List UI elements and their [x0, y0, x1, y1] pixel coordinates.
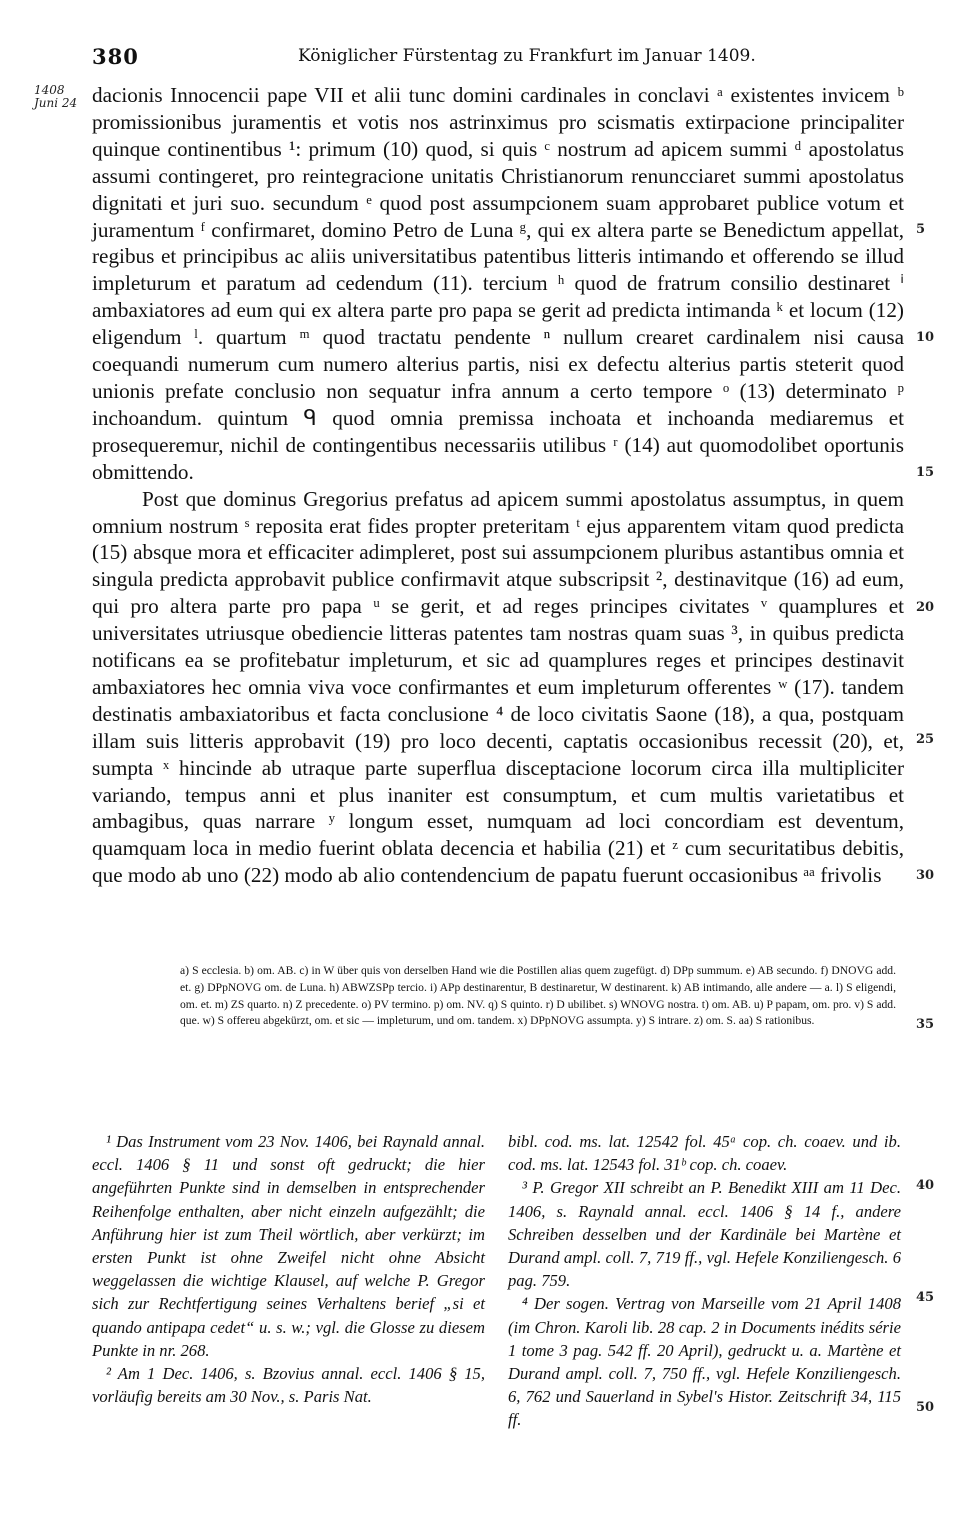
- main-text: [92, 82, 904, 889]
- footnote-2: ² Am 1 Dec. 1406, s. Bzovius annal. eccl. 1406 § 15, vorläufig bereits am 30 Nov., s. Paris Nat.: [92, 1364, 485, 1407]
- footnote-2-continued: bibl. cod. ms. lat. 12542 fol. 45ᵃ cop. ch. coaev. und ib. cod. ms. lat. 12543 fol. 31ᵇ cop. ch. coaev.: [508, 1132, 901, 1175]
- critical-apparatus: a) S ecclesia. b) om. AB. c) in W über quis von derselben Hand wie die Postillen alias quem zugefügt. d) DPp summum. e) AB secundo. f) DNOVG add. et. g) DPpNOVG om. de Luna. h) ABWZSPp tercio. i) APp destinarentur, B destinaretur, W destinarent. k) AB intimando, alle andere — a. l) S eligendi, om. et. m) ZS quarto. n) Z precedente. o) PV termino. p) om. NV. q) S quinto. r) D ubilibet. s) WNOVG nostra. t) om. AB. u) P papam, om. pro. v) S add. que. w) S offereu abgekürzt, om. et sic — impleturum, und om. tandem. x) DPpNOVG assumpta. y) S intrare. z) om. S. aa) S rationibus.: [180, 964, 896, 1028]
- footnotes-left-column: [92, 1130, 485, 1408]
- margin-date-day: Juni 24: [34, 96, 78, 110]
- running-title: Königlicher Fürstentag zu Frankfurt im Januar 1409.: [298, 46, 756, 66]
- footnote-1: ¹ Das Instrument vom 23 Nov. 1406, bei Raynald annal. eccl. 1406 § 11 und sonst oft gedruckt; die hier angeführten Punkte sind in demselben in entsprechender Reihenfolge enthalten, aber nicht einzeln aufgezählt; die Anführung hier ist zum Theil wörtlich, aber verkürzt; im ersten Punkt ist ohne Zweifel nicht ohne Absicht weggelassen die wichtige Klausel, auf welche P. Gregor sich zur Rechtfertigung seines Verhaltens berief „si et quando antipapa cedet“ u. s. w.; vgl. die Glosse zu diesem Punkte in nr. 268.: [92, 1132, 485, 1360]
- main-paragraph-2: Post que dominus Gregorius prefatus ad apicem summi apostolatus assumptus, in quem omnium nostrum ˢ reposita erat fides propter preteritam ᵗ ejus apparentem vitam quod predicta (15) absque mora et efficaciter adimpleret, post sui assumpcionem pluribus astantibus omnia et singula predicta approbavit publice confirmavit atque subscripsit ², destinavitque (16) ad eum, qui pro altera parte pro papa ᵘ se gerit, et ad reges principes civitates ᵛ quamplures et universitates utriusque obediencie litteras patentes tam nostras quam suas ³, in quibus predicta notificans ea se profitebatur impleturum, et sic ad quamplures reges et principes destinavit ambaxiatores hec omnia viva voce confirmantes et eum impleturum offerentes ʷ (17). tandem destinatis ambaxiatoribus et facta conclusione ⁴ de loco civitatis Saone (18), a qua, postquam illam suis litteris approbavit (19) pro loco decenti, captatis occasionibus recessit (20), et, sumpta ˣ hincinde ab utraque parte superflua disceptacione locorum circa illa multipliciter variando, tempus anni et plus inaniter est consumptum, et cum multis varietatibus et ambagibus, quas narrare ʸ longum esset, numquam ad loci concordiam est deventum, quamquam loca in medio fuerint oblata decencia et habilia (21) et ᶻ cum securitatibus debitis, que modo ab uno (22) modo ab alio contendencium de papatu fuerunt occasionibus ᵃᵃ frivolis: [92, 486, 904, 888]
- main-paragraph-1: dacionis Innocencii pape VII et alii tunc domini cardinales in conclavi ᵃ existentes invicem ᵇ promissionibus juramentis et votis nos astrinximus pro scismatis extirpacione principaliter quinque continentibus ¹: primum (10) quod, si quis ᶜ nostrum ad apicem summi ᵈ apostolatus assumi contingeret, pro reintegracione unitatis Christianorum renuncciaret summi apostolatus dignitati et juri suo. secundum ᵉ quod post assumpcionem suam approbaret publice votum et juramentum ᶠ confirmaret, domino Petro de Luna ᵍ, qui ex altera parte se Benedictum appellat, regibus et principibus ac aliis universitatibus patentibus litteris intimando et offerendo se illud impleturum et paratum ad cedendum (11). tercium ʰ quod de fratrum consilio destinaret ⁱ ambaxiatores ad eum qui ex altera parte pro papa se gerit ad predicta intimanda ᵏ et locum (12) eligendum ˡ. quartum ᵐ quod tractatu pendente ⁿ nullum crearet cardinalem nisi causa coequandi numerum cum numero alterius partis, nisi ex defectu alterius partis steterit quod unionis prefate conclusio non sequatur infra annum a certo tempore ᵒ (13) determinato ᵖ inchoandum. quintum ᑫ quod omnia premissa inchoata et inchoanda mediaremus et prosequeremur, nichil de contingentibus necessariis utilibus ʳ (14) aut quomodolibet oportunis obmittendo.: [92, 83, 904, 484]
- line-number-40: 40: [916, 1178, 935, 1193]
- margin-date: [34, 84, 77, 110]
- line-number-50: 50: [916, 1400, 935, 1415]
- line-number-20: 20: [916, 600, 935, 615]
- line-number-45: 45: [916, 1290, 935, 1305]
- line-number-35: 35: [916, 1017, 935, 1032]
- line-number-30: 30: [916, 868, 935, 883]
- footnote-4: ⁴ Der sogen. Vertrag von Marseille vom 21 April 1408 (im Chron. Karoli lib. 28 cap. 2 in Documents inédits série 1 tome 3 pag. 542 ff. 20 April), gedruckt u. a. Martène et Durand ampl. coll. 7, 750 ff., vgl. Hefele Konziliengesch. 6, 762 und Sauerland in Sybel's Histor. Zeitschrift 34, 115 ff.: [508, 1294, 901, 1430]
- page-number: 380: [92, 44, 139, 69]
- page-header: [92, 44, 872, 74]
- footnote-3: ³ P. Gregor XII schreibt an P. Benedikt XIII am 11 Dec. 1406, s. Raynald annal. eccl. 1406 § 14 f., andere Schreiben desselben und der Kardinäle bei Martène et Durand ampl. coll. 7, 719 ff., vgl. Hefele Konziliengesch. 6 pag. 759.: [508, 1178, 901, 1291]
- footnotes-right-column: [508, 1130, 901, 1432]
- line-number-10: 10: [916, 330, 935, 345]
- line-number-15: 15: [916, 465, 935, 480]
- line-number-25: 25: [916, 732, 935, 747]
- margin-date-year: 1408: [34, 83, 65, 97]
- line-number-5: 5: [916, 222, 926, 237]
